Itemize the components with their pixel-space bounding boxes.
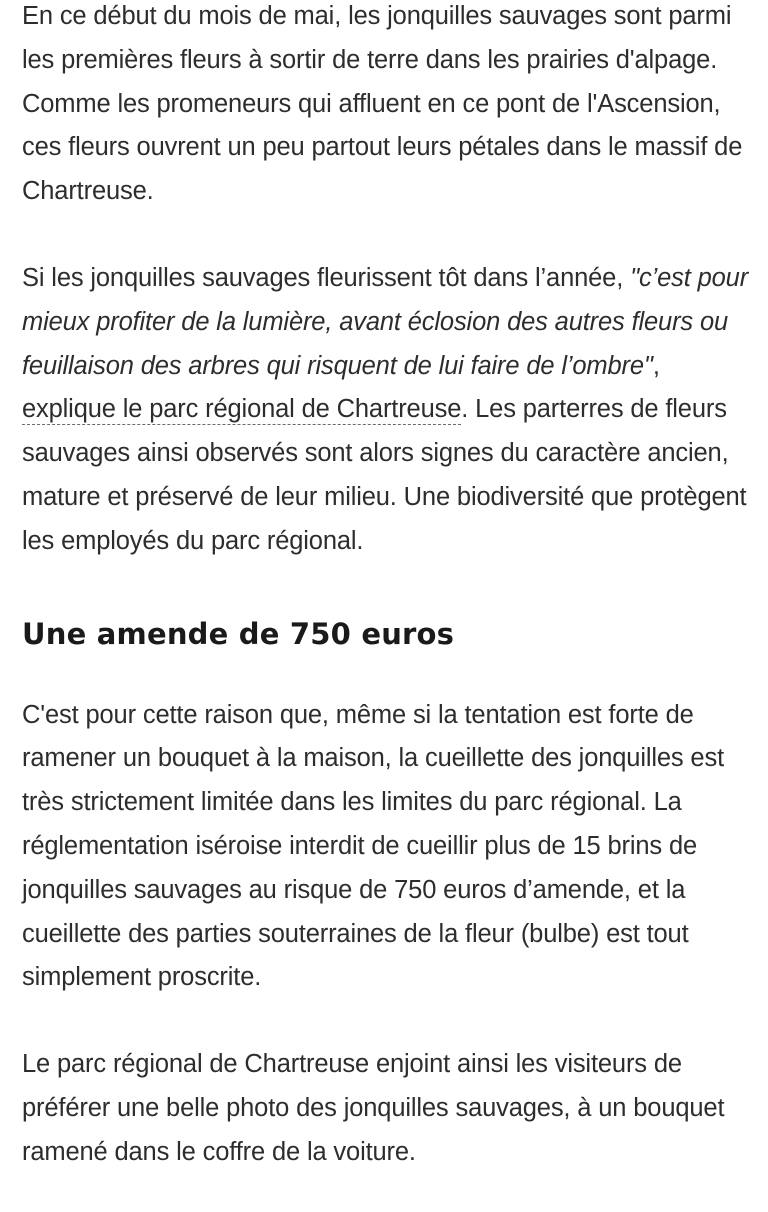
paragraph-recommendation: Le parc régional de Chartreuse enjoint ainsi les visiteurs de préférer une belle photo des jonquilles sauvages, à un bouquet ramené dans le coffre de la voiture. — [22, 1050, 725, 1166]
section-heading: Une amende de 750 euros — [22, 616, 455, 651]
paragraph-quote-intro: Si les jonquilles sauvages fleurissent tôt dans l’année, — [22, 263, 631, 292]
paragraph-regulation: C'est pour cette raison que, même si la tentation est forte de ramener un bouquet à la maison, la cueillette des jonquilles est très strictement limitée dans les limites du parc régional. La réglementation iséroise interdit de cueillir plus de 15 brins de jonquilles sauvages au risque de 750 euros d’amende, et la cueillette des parties souterraines de la fleur (bulbe) est tout simplement proscrite. — [22, 700, 724, 992]
park-source-link[interactable]: explique le parc régional de Chartreuse — [22, 395, 462, 424]
paragraph-quote — [22, 257, 758, 564]
paragraph-intro: En ce début du mois de mai, les jonquilles sauvages sont parmi les premières fleurs à sortir de terre dans les prairies d'alpage. Comme les promeneurs qui affluent en ce pont de l'Ascension, ces fleurs ouvrent un peu partout leurs pétales dans le massif de Chartreuse. — [22, 2, 743, 206]
park-quote: "c’est pour mieux profiter de la lumière, avant éclosion des autres fleurs ou feuillaison des arbres qui risquent de lui faire de l’ombre" — [22, 263, 749, 380]
paragraph-quote-separator: , — [652, 351, 660, 380]
paragraph-quote-rest: . Les parterres de fleurs sauvages ainsi observés sont alors signes du caractère ancien, mature et préservé de leur milieu. Une biodiversité que protègent les employés du parc régional. — [22, 395, 747, 555]
article-body — [22, 0, 758, 1175]
